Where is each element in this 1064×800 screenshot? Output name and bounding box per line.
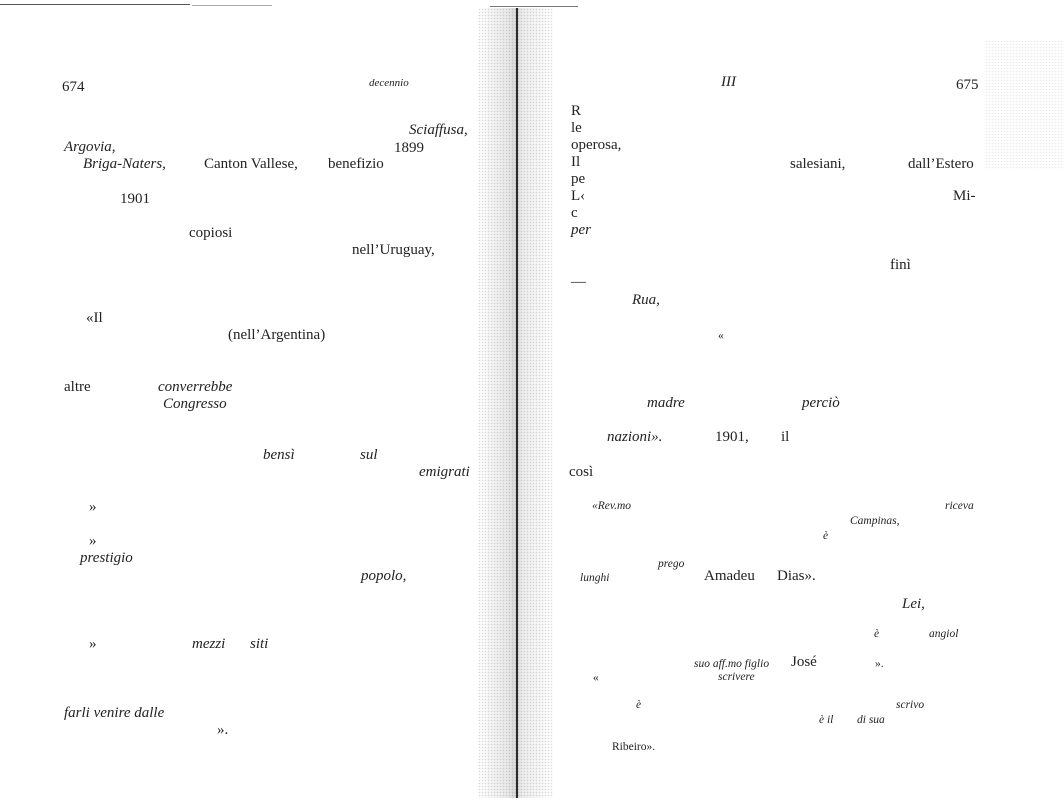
text-fragment: lunghi [580, 572, 610, 584]
text-fragment: benefizio [328, 156, 384, 172]
text-fragment: R [571, 103, 582, 119]
left-page [0, 0, 505, 800]
text-fragment: riceva [945, 500, 974, 512]
text-fragment: per [571, 222, 591, 238]
page-number: 674 [62, 79, 85, 95]
text-fragment: dall’Estero [908, 156, 974, 172]
text-fragment: «Il [86, 310, 103, 326]
text-fragment: altre [64, 379, 91, 395]
page-number: 675 [956, 77, 979, 93]
text-fragment: mezzi [192, 636, 226, 652]
text-fragment: finì [890, 257, 911, 273]
text-fragment: prestigio [80, 550, 133, 566]
text-fragment: 1901, [715, 429, 749, 445]
text-fragment: popolo, [361, 568, 407, 584]
text-fragment: Amadeu [704, 568, 755, 584]
text-fragment: nell’Uruguay, [352, 242, 435, 258]
right-page [505, 0, 1064, 800]
text-fragment: farli venire dalle [64, 705, 165, 721]
text-fragment: « [593, 672, 599, 684]
text-fragment: copiosi [189, 225, 233, 241]
text-fragment: angiol [929, 628, 959, 640]
text-fragment: L‹ [571, 188, 586, 204]
text-fragment: — [571, 274, 586, 290]
running-header: decennio [369, 77, 409, 89]
text-fragment: prego [658, 558, 685, 570]
text-fragment: madre [647, 395, 685, 411]
text-fragment: Il [571, 154, 581, 170]
text-fragment: » [89, 533, 97, 549]
text-fragment: Ribeiro». [612, 741, 656, 753]
text-fragment: è [823, 530, 829, 542]
text-fragment: è il [819, 714, 834, 726]
text-fragment: Canton Vallese, [204, 156, 298, 172]
text-fragment: ». [217, 722, 229, 738]
text-fragment: scrivo [896, 699, 925, 711]
text-fragment: » [89, 636, 97, 652]
text-fragment: 1901 [120, 191, 150, 207]
text-fragment: converrebbe [158, 379, 233, 395]
text-fragment: siti [250, 636, 269, 652]
text-fragment: scrivere [718, 671, 755, 683]
text-fragment: è [874, 628, 880, 640]
text-fragment: Argovia, [64, 139, 116, 155]
text-fragment: operosa, [571, 137, 622, 153]
text-fragment: di sua [857, 714, 885, 726]
running-header: III [721, 74, 736, 90]
text-fragment: Sciaffusa, [409, 122, 468, 138]
text-fragment: Lei, [902, 596, 925, 612]
text-fragment: suo aff.mo figlio [694, 658, 770, 670]
text-fragment: Briga-Naters, [83, 156, 166, 172]
text-fragment: pe [571, 171, 586, 187]
text-fragment: emigrati [419, 464, 470, 480]
text-fragment: il [781, 429, 790, 445]
text-fragment: ». [875, 658, 884, 670]
text-fragment: Dias». [777, 568, 816, 584]
text-fragment: Congresso [163, 396, 227, 412]
text-fragment: sul [360, 447, 378, 463]
text-fragment: José [791, 654, 817, 670]
text-fragment: » [89, 499, 97, 515]
text-fragment: c [571, 205, 578, 221]
text-fragment: (nell’Argentina) [228, 327, 326, 343]
text-fragment: salesiani, [790, 156, 846, 172]
text-fragment: perciò [802, 395, 840, 411]
text-fragment: così [569, 464, 594, 480]
text-fragment: Rua, [632, 292, 660, 308]
text-fragment: Mi- [953, 188, 976, 204]
text-fragment: nazioni». [607, 429, 663, 445]
text-fragment: « [718, 330, 724, 342]
text-fragment: bensì [263, 447, 295, 463]
text-fragment: è [636, 699, 642, 711]
text-fragment: Campinas, [850, 515, 900, 527]
text-fragment: 1899 [394, 140, 424, 156]
text-fragment: le [571, 120, 582, 136]
text-fragment: «Rev.mo [592, 500, 632, 512]
